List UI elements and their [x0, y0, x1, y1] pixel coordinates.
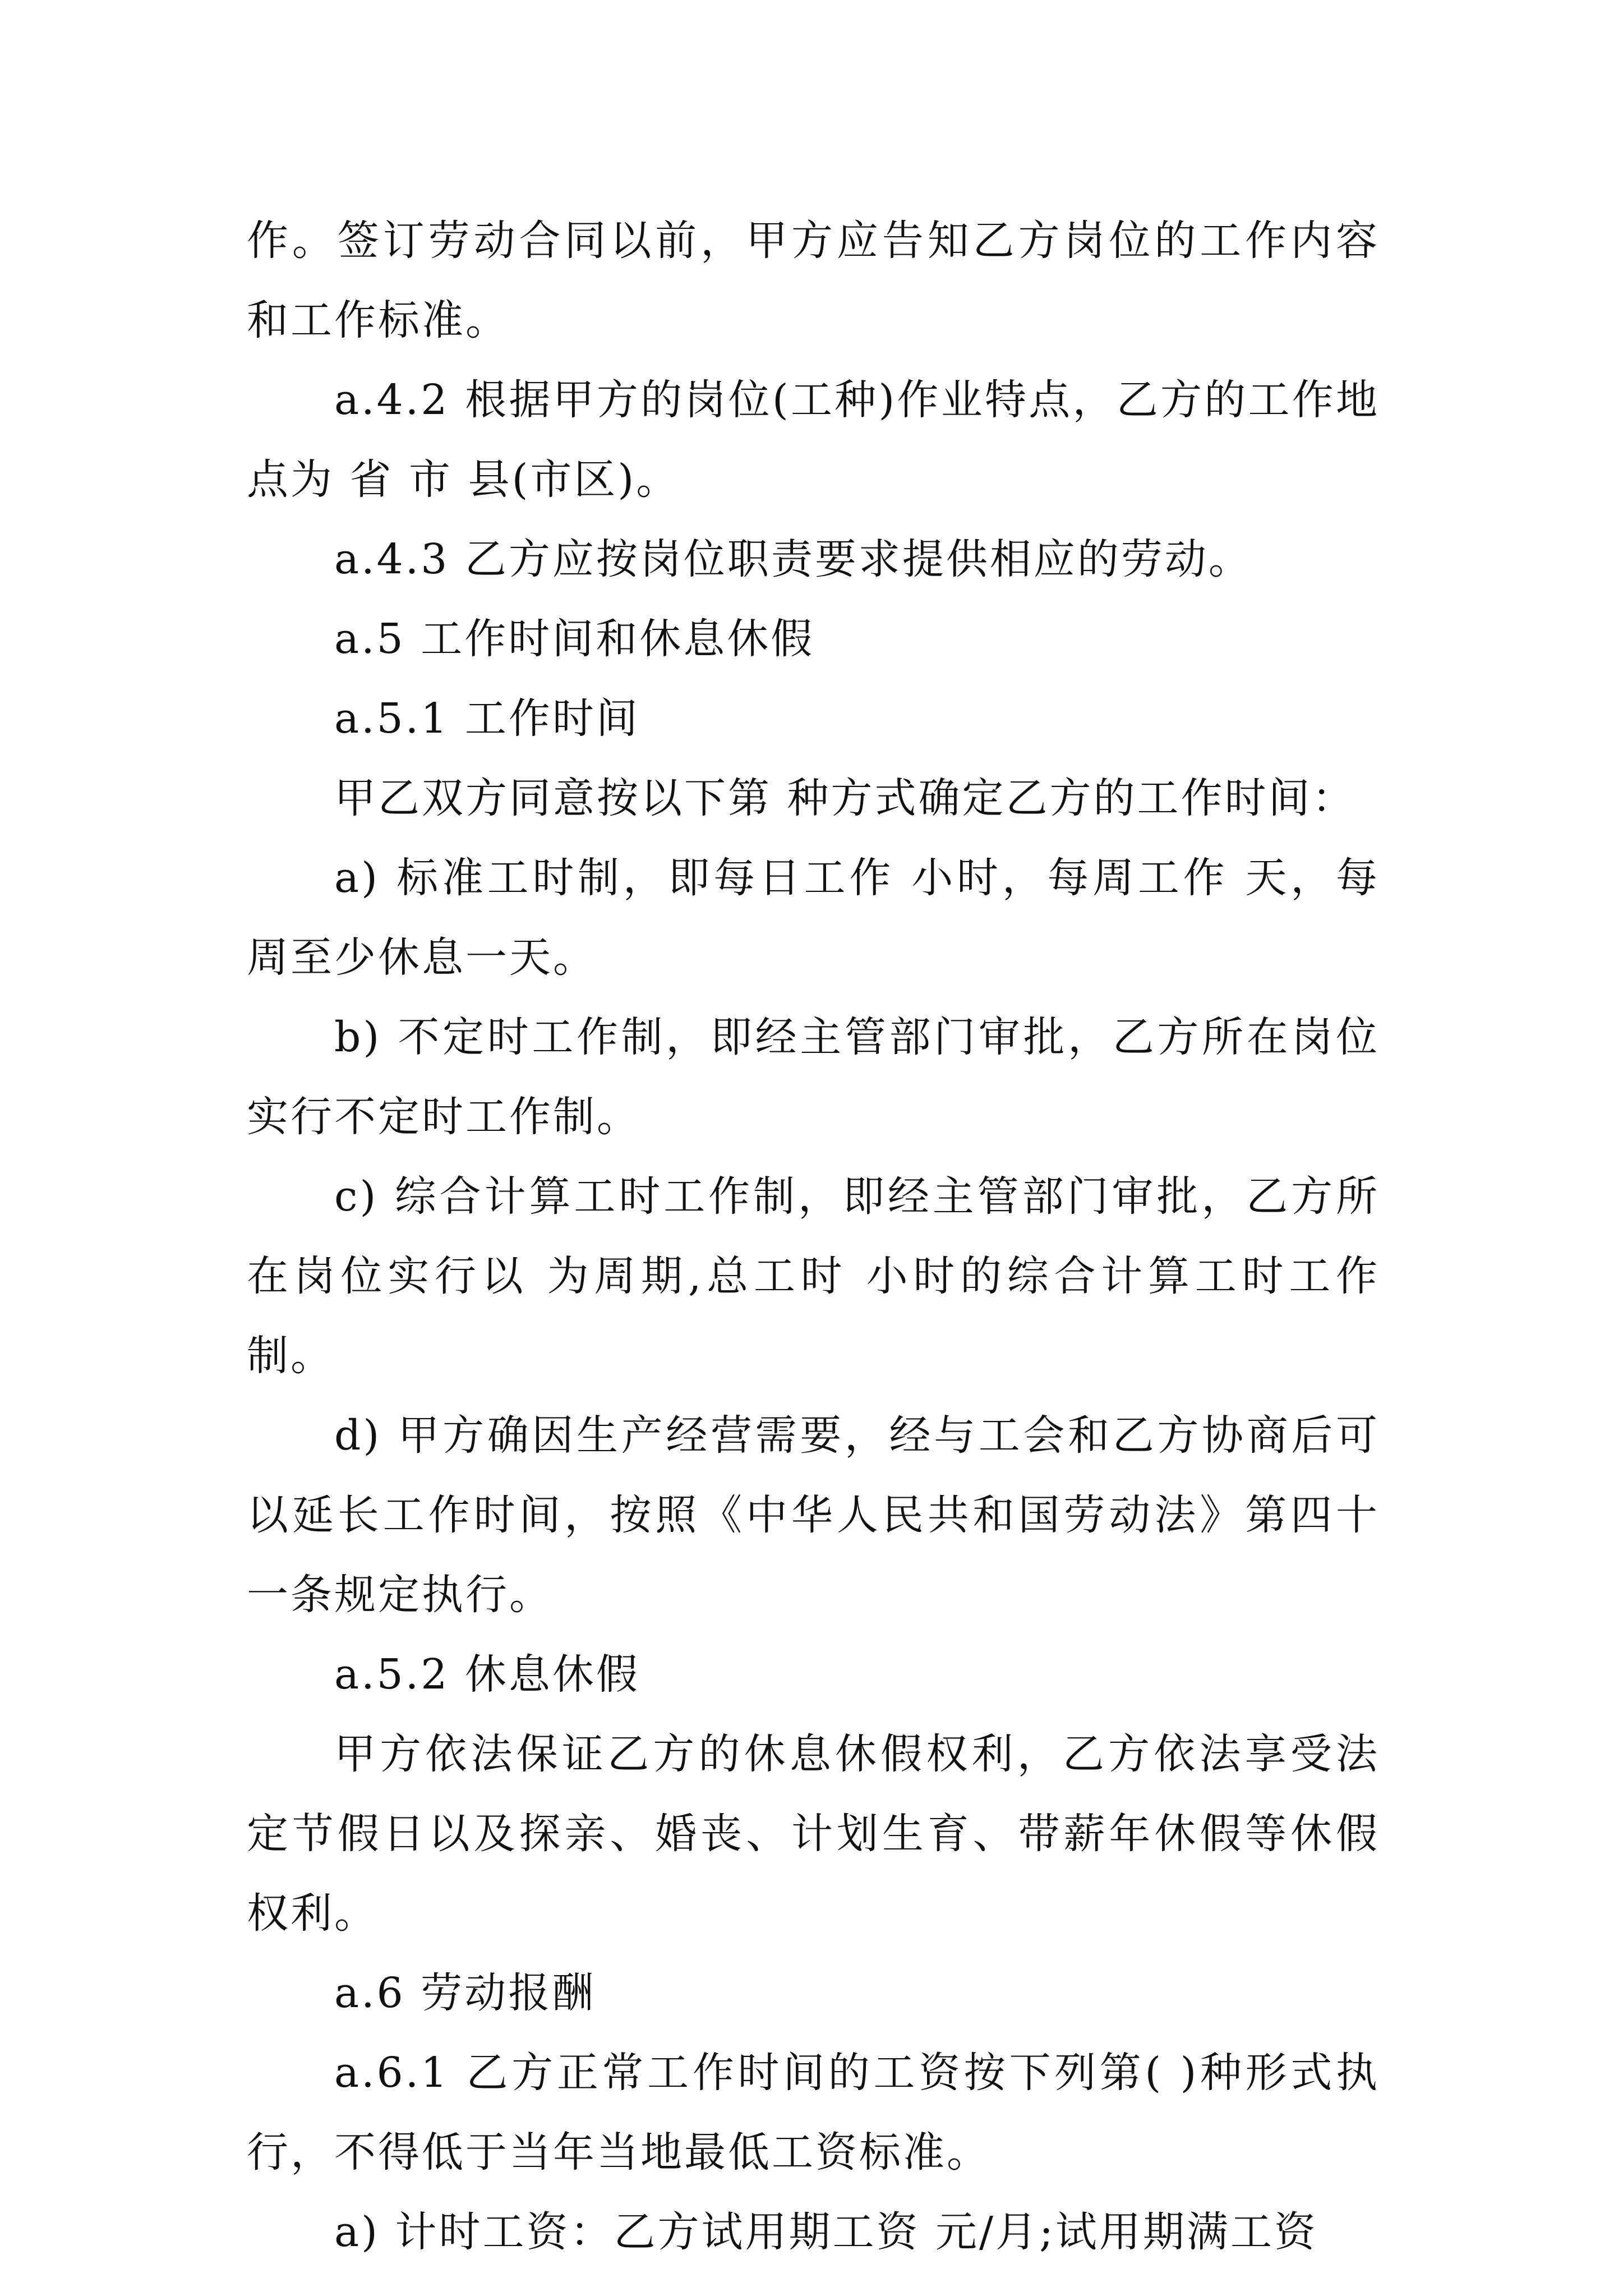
paragraph-wage-form: a.6.1 乙方正常工作时间的工资按下列第( )种形式执行，不得低于当年当地最低工资标准。: [247, 2049, 1380, 2177]
list-item-hourly-wage: a) 计时工资：乙方试用期工资 元/月;试用期满工资: [334, 2208, 1318, 2256]
list-item-extended-hours: d) 甲方确因生产经营需要，经与工会和乙方协商后可以延长工作时间，按照《中华人民共和国劳动法》第四十一条规定执行。: [247, 1411, 1380, 1619]
subsection-heading-working-time: a.5.1 工作时间: [334, 694, 640, 743]
paragraph-labor-duty: a.4.3 乙方应按岗位职责要求提供相应的劳动。: [334, 535, 1252, 583]
section-heading-working-hours: a.5 工作时间和休息休假: [334, 615, 815, 663]
document-body: [247, 201, 1380, 2272]
paragraph-rest-leave-rights: 甲方依法保证乙方的休息休假权利，乙方依法享受法定节假日以及探亲、婚丧、计划生育、带薪年休假等休假权利。: [247, 1730, 1380, 1938]
section-heading-remuneration: a.6 劳动报酬: [334, 1969, 596, 2017]
paragraph-job-content: 作。签订劳动合同以前，甲方应告知乙方岗位的工作内容和工作标准。: [247, 217, 1380, 344]
list-item-comprehensive-hours: c) 综合计算工时工作制，即经主管部门审批，乙方所在岗位实行以 为周期,总工时 小时的综合计算工时工作制。: [247, 1172, 1380, 1380]
list-item-flexible-hours: b) 不定时工作制，即经主管部门审批，乙方所在岗位实行不定时工作制。: [247, 1013, 1380, 1141]
list-item-standard-hours: a) 标准工时制，即每日工作 小时，每周工作 天，每周至少休息一天。: [247, 854, 1380, 982]
paragraph-work-location: a.4.2 根据甲方的岗位(工种)作业特点，乙方的工作地点为 省 市 县(市区)。: [247, 376, 1380, 504]
subsection-heading-rest-leave: a.5.2 休息休假: [334, 1650, 640, 1699]
paragraph-working-time-method: 甲乙双方同意按以下第 种方式确定乙方的工作时间：: [334, 774, 1356, 822]
